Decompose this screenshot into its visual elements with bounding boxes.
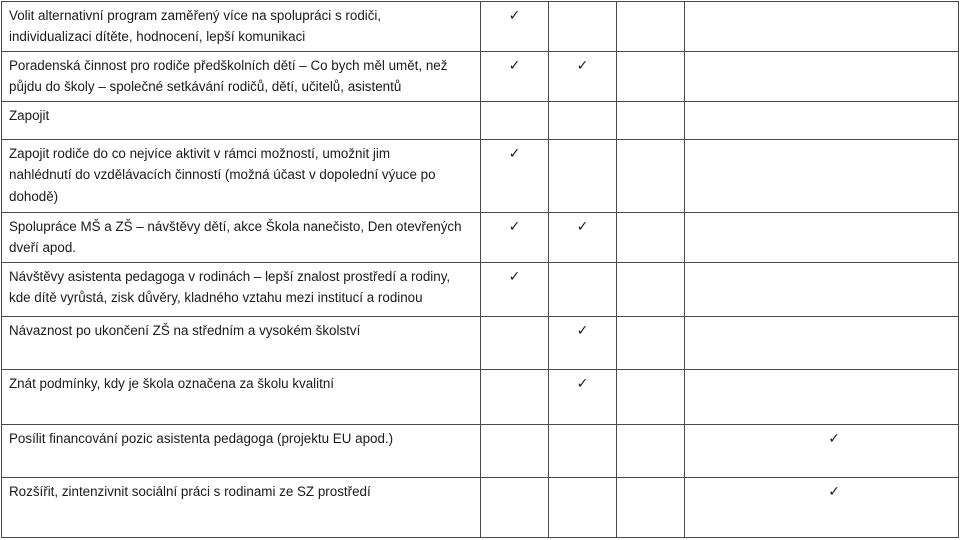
empty-check-slot	[617, 370, 684, 376]
empty-check-slot	[481, 478, 548, 484]
check-cell-1	[481, 102, 549, 140]
empty-check-slot	[481, 370, 548, 376]
check-cell-4	[685, 317, 959, 370]
measure-text: Znát podmínky, kdy je škola označena za školu kvalitní	[9, 376, 335, 391]
check-cell-3	[617, 263, 685, 317]
table-row	[2, 317, 959, 370]
check-cell-2	[549, 263, 617, 317]
check-cell-2	[549, 213, 617, 263]
measure-cell	[2, 370, 481, 425]
empty-check-slot	[685, 370, 958, 376]
measure-text: Volit alternativní program zaměřený více na spolupráci s rodiči, individualizaci dítěte, hodnocení, lepší komunikaci	[9, 8, 382, 45]
empty-check-slot	[549, 478, 616, 484]
check-icon: ✓	[828, 484, 840, 500]
measure-cell	[2, 140, 481, 213]
check-cell-3	[617, 370, 685, 425]
measure-text: Posílit financování pozic asistenta pedagoga (projektu EU apod.)	[9, 431, 394, 446]
check-icon: ✓	[508, 58, 521, 74]
check-cell-1	[481, 263, 549, 317]
table-row	[2, 370, 959, 425]
empty-check-slot	[685, 2, 958, 8]
measure-cell	[2, 2, 481, 52]
check-cell-1	[481, 370, 549, 425]
check-cell-2	[549, 370, 617, 425]
measure-text: Návštěvy asistenta pedagoga v rodinách – lepší znalost prostředí a rodiny, kde dítě vyrůstá, zisk důvěry, kladného vztahu mezi institucí a rodinou	[9, 269, 451, 306]
empty-check-slot	[685, 213, 958, 219]
empty-check-slot	[617, 140, 684, 146]
check-cell-2	[549, 425, 617, 478]
check-cell-2	[549, 2, 617, 52]
measure-cell	[2, 52, 481, 102]
empty-check-slot	[617, 52, 684, 58]
check-cell-4	[685, 478, 959, 538]
empty-check-slot	[549, 425, 616, 431]
check-cell-3	[617, 2, 685, 52]
table-row	[2, 140, 959, 213]
check-cell-4	[685, 102, 959, 140]
check-cell-2	[549, 478, 617, 538]
measure-text: Zapojit	[9, 108, 50, 123]
measure-cell	[2, 263, 481, 317]
empty-check-slot	[617, 263, 684, 269]
table-row	[2, 102, 959, 140]
check-cell-4	[685, 263, 959, 317]
check-cell-1	[481, 213, 549, 263]
check-cell-2	[549, 140, 617, 213]
table-row	[2, 52, 959, 102]
empty-check-slot	[481, 317, 548, 323]
check-cell-3	[617, 478, 685, 538]
empty-check-slot	[617, 317, 684, 323]
empty-check-slot	[617, 425, 684, 431]
check-cell-3	[617, 102, 685, 140]
check-icon: ✓	[508, 269, 521, 285]
empty-check-slot	[481, 102, 548, 108]
check-cell-3	[617, 140, 685, 213]
empty-check-slot	[685, 317, 958, 323]
check-cell-4	[685, 425, 959, 478]
check-cell-3	[617, 425, 685, 478]
measure-text: Návaznost po ukončení ZŠ na středním a vysokém školství	[9, 323, 361, 338]
measures-table	[1, 1, 959, 538]
check-cell-1	[481, 52, 549, 102]
check-cell-3	[617, 317, 685, 370]
check-cell-4	[685, 140, 959, 213]
empty-check-slot	[685, 102, 958, 108]
check-cell-3	[617, 52, 685, 102]
check-cell-1	[481, 317, 549, 370]
measure-text: Rozšířit, zintenzivnit sociální práci s rodinami ze SZ prostředí	[9, 484, 371, 499]
empty-check-slot	[549, 263, 616, 269]
check-cell-1	[481, 478, 549, 538]
measures-table-body	[2, 2, 959, 538]
empty-check-slot	[685, 140, 958, 146]
check-cell-1	[481, 2, 549, 52]
empty-check-slot	[549, 102, 616, 108]
check-icon: ✓	[576, 58, 589, 74]
table-row	[2, 478, 959, 538]
check-icon: ✓	[508, 146, 521, 162]
check-cell-2	[549, 52, 617, 102]
check-cell-2	[549, 102, 617, 140]
empty-check-slot	[685, 263, 958, 269]
empty-check-slot	[481, 425, 548, 431]
measure-cell	[2, 213, 481, 263]
check-icon: ✓	[576, 376, 589, 392]
measure-cell	[2, 425, 481, 478]
check-icon: ✓	[508, 219, 521, 235]
empty-check-slot	[617, 213, 684, 219]
check-icon: ✓	[576, 323, 589, 339]
empty-check-slot	[617, 478, 684, 484]
empty-check-slot	[617, 102, 684, 108]
table-row	[2, 263, 959, 317]
measure-text: Zapojit rodiče do co nejvíce aktivit v rámci možností, umožnit jim nahlédnutí do vzdělávacích činností (možná účast v dopolední výuce po dohodě)	[9, 146, 436, 204]
empty-check-slot	[549, 140, 616, 146]
empty-check-slot	[617, 2, 684, 8]
check-icon: ✓	[508, 8, 521, 24]
check-cell-4	[685, 52, 959, 102]
check-cell-1	[481, 425, 549, 478]
check-cell-2	[549, 317, 617, 370]
measure-cell	[2, 102, 481, 140]
check-cell-3	[617, 213, 685, 263]
check-icon: ✓	[576, 219, 589, 235]
measure-cell	[2, 317, 481, 370]
measure-text: Spolupráce MŠ a ZŠ – návštěvy dětí, akce Škola nanečisto, Den otevřených dveří apod.	[9, 219, 462, 256]
table-row	[2, 425, 959, 478]
check-cell-1	[481, 140, 549, 213]
table-row	[2, 213, 959, 263]
empty-check-slot	[685, 52, 958, 58]
check-cell-4	[685, 370, 959, 425]
table-row	[2, 2, 959, 52]
check-cell-4	[685, 2, 959, 52]
measure-cell	[2, 478, 481, 538]
measure-text: Poradenská činnost pro rodiče předškolních dětí – Co bych měl umět, než půjdu do školy – společné setkávání rodičů, dětí, učitelů, asistentů	[9, 58, 448, 95]
check-icon: ✓	[828, 431, 840, 447]
empty-check-slot	[549, 2, 616, 8]
check-cell-4	[685, 213, 959, 263]
